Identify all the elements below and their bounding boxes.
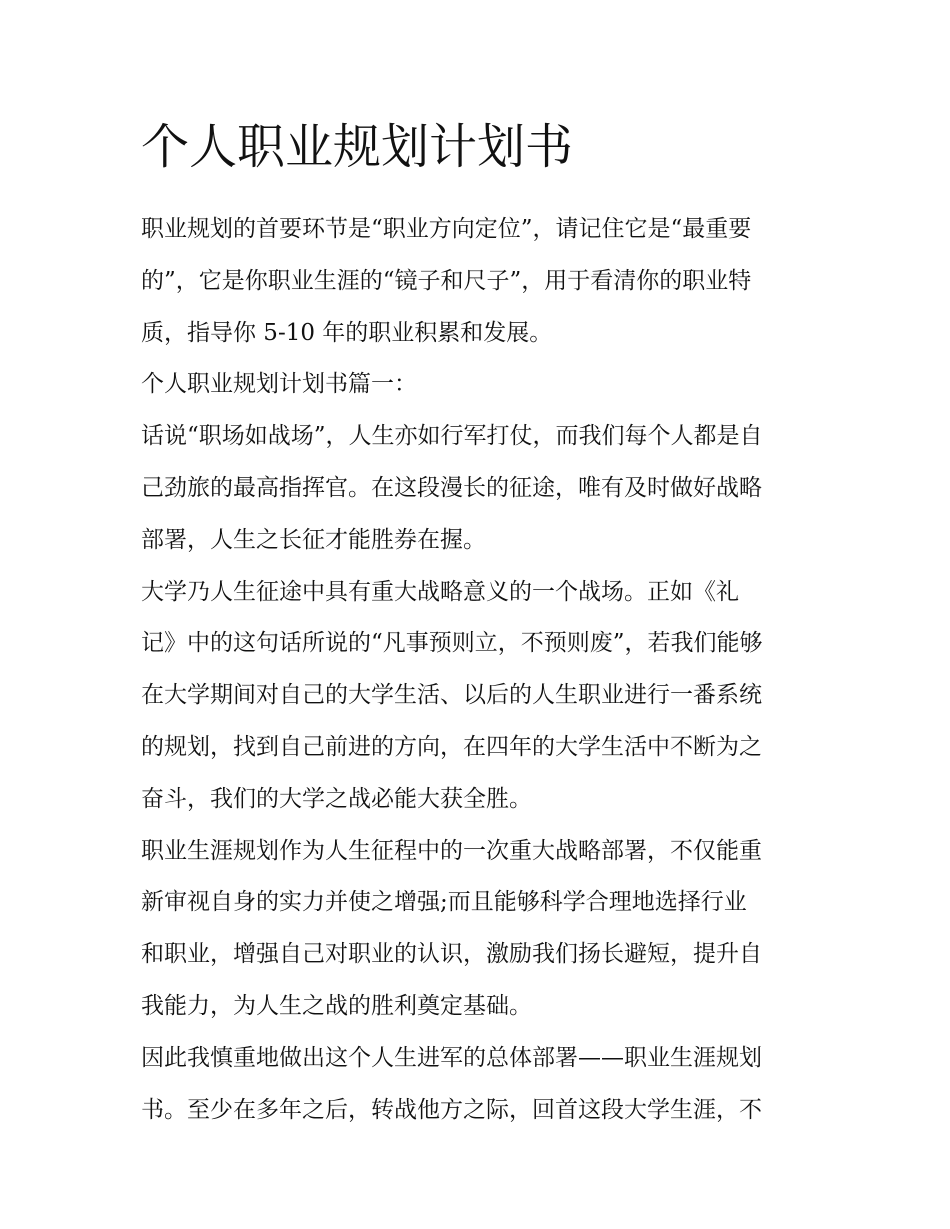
text-line: 因此我慎重地做出这个人生进军的总体部署——职业生涯规划 [141, 1044, 762, 1071]
text-line: 职业生涯规划作为人生征程中的一次重大战略部署，不仅能重 [141, 837, 762, 864]
document-body [141, 112, 813, 1136]
text-line: 书。至少在多年之后，转战他方之际，回首这段大学生涯，不 [141, 1096, 762, 1123]
text-line: 话说“职场如战场”，人生亦如行军打仗，而我们每个人都是自 [141, 423, 763, 450]
paragraph [141, 411, 813, 566]
text-line: 质，指导你 5-10 年的职业积累和发展。 [141, 319, 553, 346]
text-line: 在大学期间对自己的大学生活、以后的人生职业进行一番系统 [141, 682, 762, 709]
text-line: 己劲旅的最高指挥官。在这段漫长的征途，唯有及时做好战略 [141, 474, 762, 501]
text-line: 奋斗，我们的大学之战必能大获全胜。 [141, 785, 532, 812]
document-title: 个人职业规划计划书 [141, 119, 574, 175]
text-line: 大学乃人生征途中具有重大战略意义的一个战场。正如《礼 [141, 578, 739, 605]
text-line: 和职业，增强自己对职业的认识，激励我们扬长避短，提升自 [141, 941, 762, 968]
paragraph [141, 1033, 813, 1137]
paragraph [141, 567, 813, 826]
text-line: 的规划，找到自己前进的方向，在四年的大学生活中不断为之 [141, 733, 762, 760]
text-line: 个人职业规划计划书篇一： [141, 371, 417, 398]
text-line: 新审视自身的实力并使之增强;而且能够科学合理地选择行业 [141, 889, 747, 916]
text-line: 我能力，为人生之战的胜利奠定基础。 [141, 992, 532, 1019]
text-line: 职业规划的首要环节是“职业方向定位”，请记住它是“最重要 [141, 216, 752, 242]
text-line: 记》中的这句话所说的“凡事预则立，不预则废”，若我们能够 [141, 630, 763, 657]
text-line: 的”，它是你职业生涯的“镜子和尺子”，用于看清你的职业特 [141, 267, 752, 294]
section-heading [141, 359, 813, 411]
text-line: 部署，人生之长征才能胜券在握。 [141, 526, 486, 553]
paragraph [141, 826, 813, 1033]
paragraph-intro [141, 204, 813, 359]
